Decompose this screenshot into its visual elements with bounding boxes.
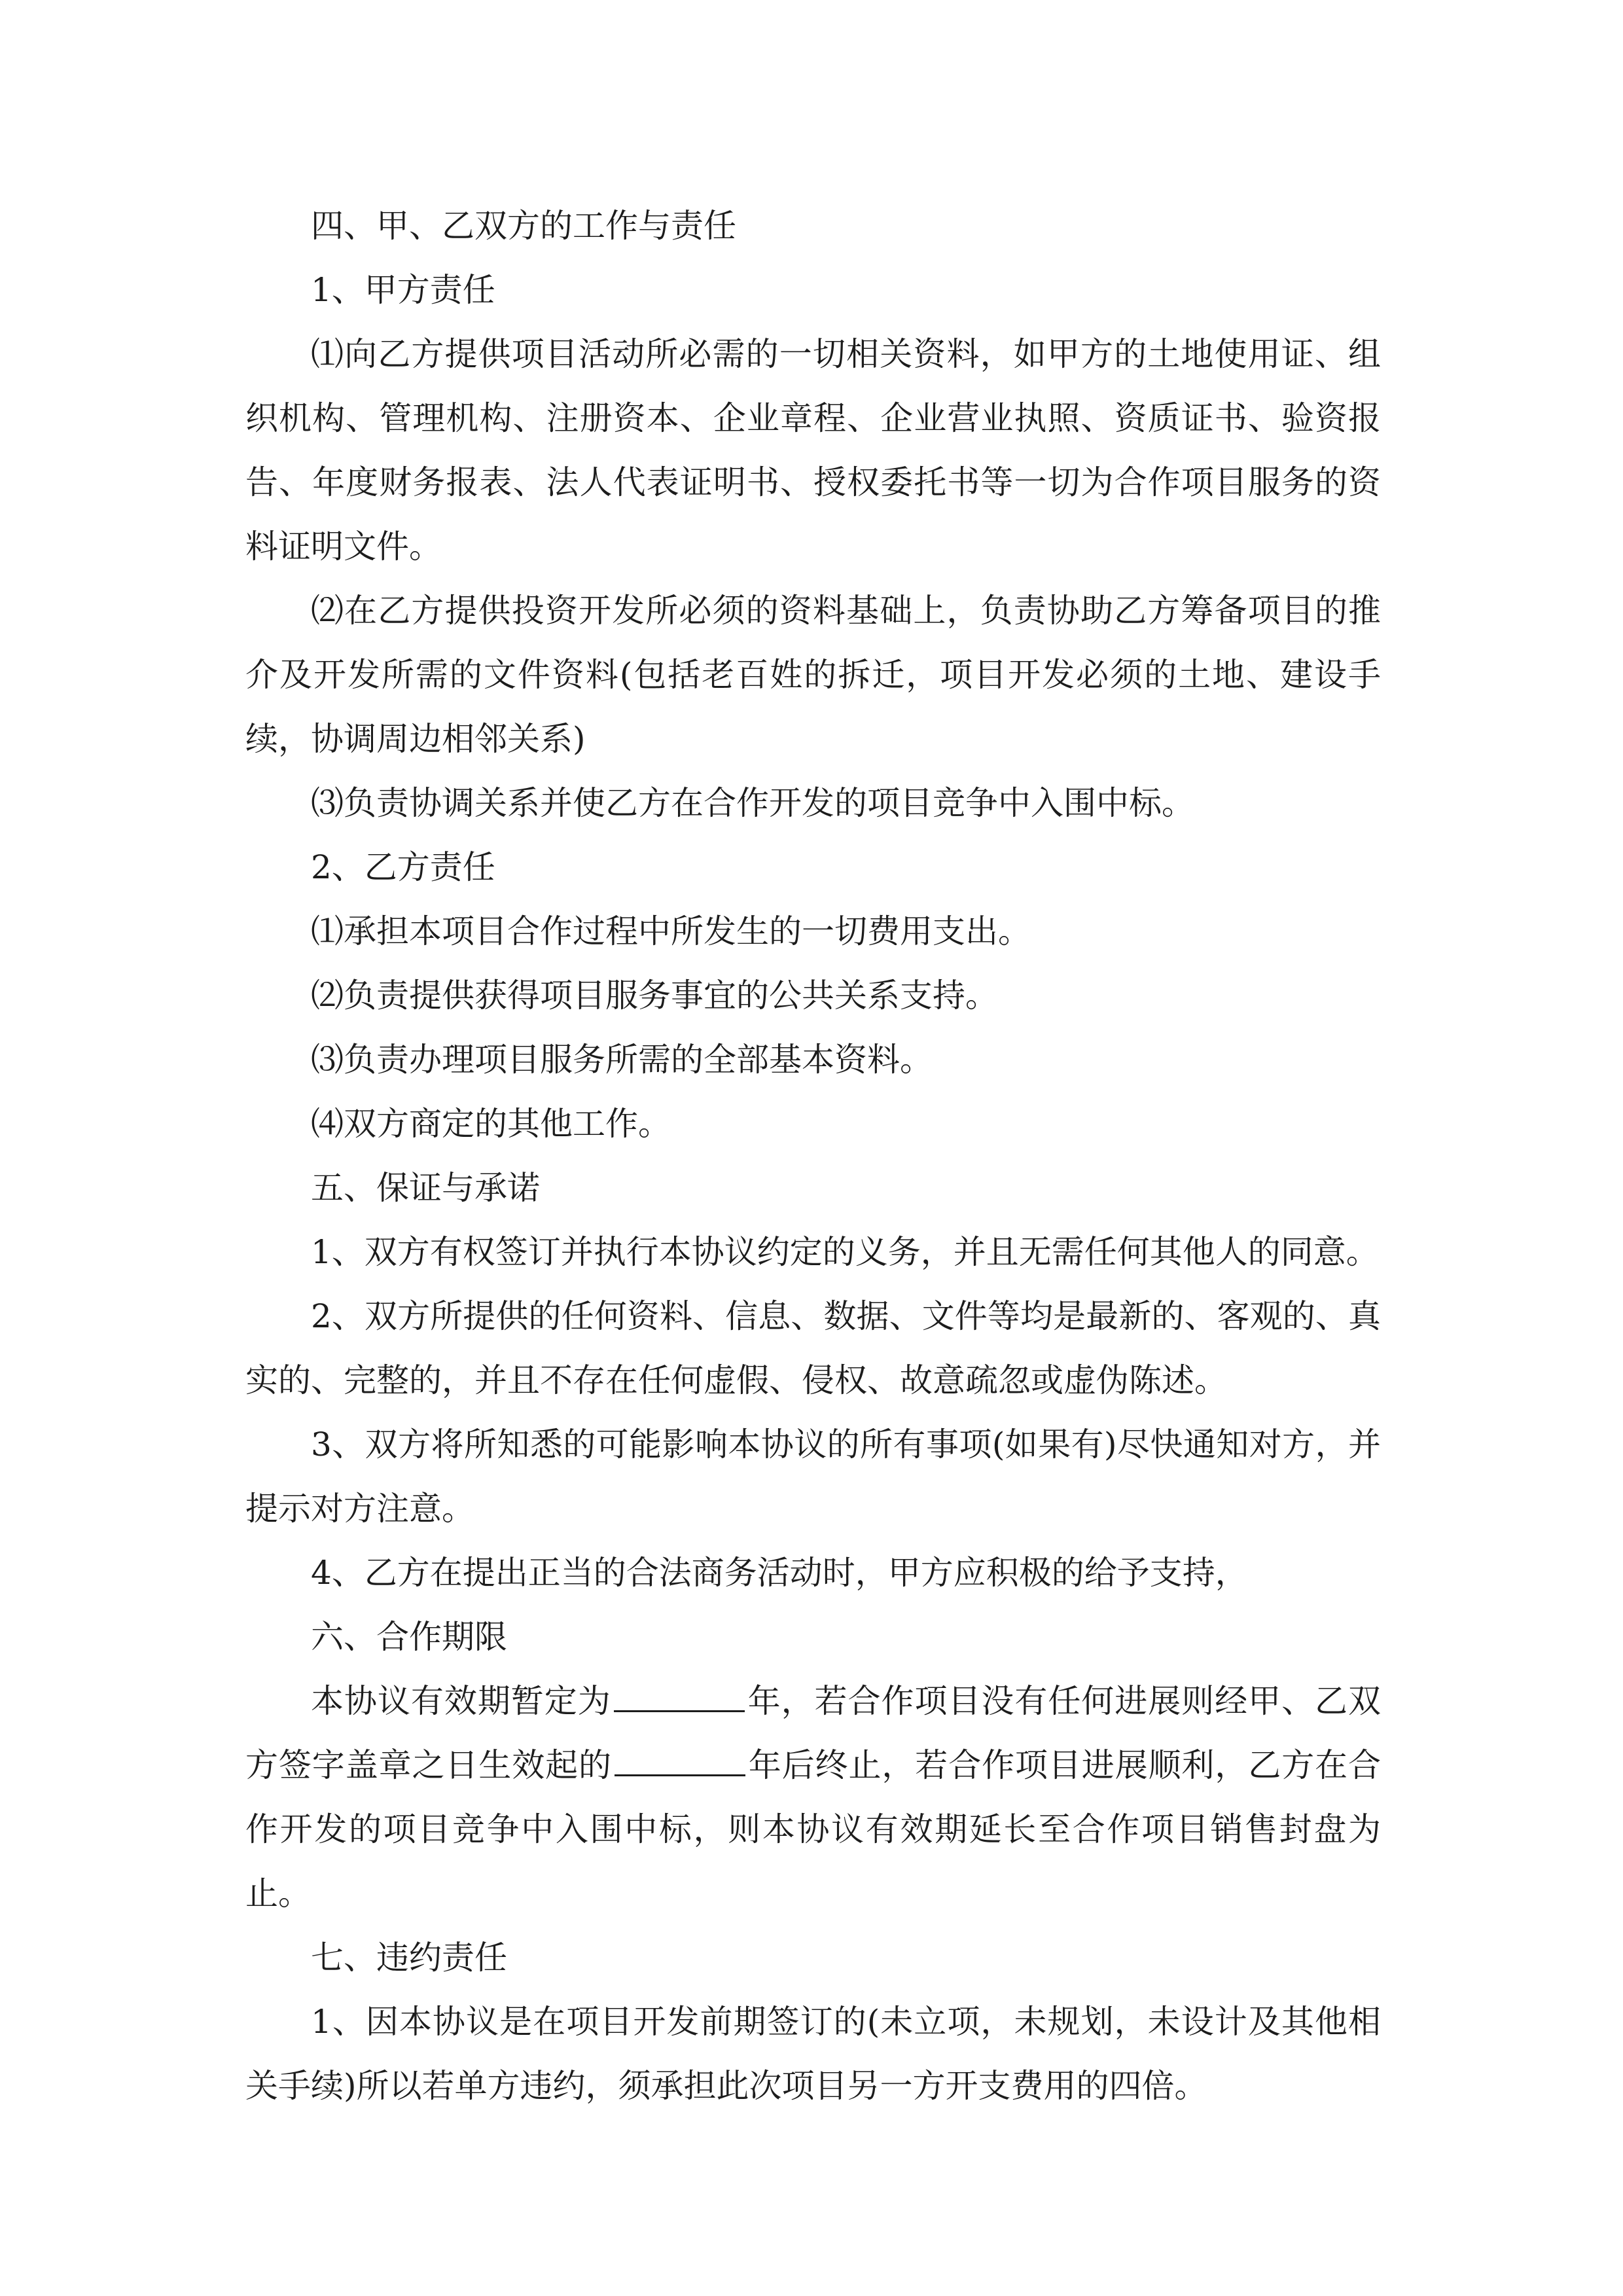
clause-paragraph: ⑶负责协调关系并使乙方在合作开发的项目竞争中入围中标。	[311, 784, 1194, 822]
term-clause-part1: 本协议有效期暂定为	[311, 1682, 611, 1720]
clause-paragraph: 1、双方有权签订并执行本协议约定的义务，并且无需任何其他人的同意。	[311, 1233, 1379, 1271]
clause-paragraph: ⑶负责办理项目服务所需的全部基本资料。	[311, 1041, 933, 1079]
section-heading: 六、合作期限	[311, 1618, 507, 1656]
section-heading: 四、甲、乙双方的工作与责任	[311, 207, 736, 245]
term-clause-part3: 年后终止，若合作项目进展顺利，乙方在合作开发的项目竞争中入围中标，则本协议有效期延长至合作项目销售封盘为止。	[245, 1746, 1382, 1912]
clause-paragraph: ⑵在乙方提供投资开发所必须的资料基础上，负责协助乙方筹备项目的推介及开发所需的文件资料(包括老百姓的拆迁，项目开发必须的土地、建设手续，协调周边相邻关系)	[245, 592, 1381, 758]
termination-years-blank[interactable]	[615, 1740, 745, 1776]
section-heading: 七、违约责任	[311, 1939, 507, 1977]
clause-paragraph: ⑷双方商定的其他工作。	[311, 1105, 671, 1143]
term-clause-paragraph	[245, 1669, 1381, 1926]
clause-paragraph: 3、双方将所知悉的可能影响本协议的所有事项(如果有)尽快通知对方，并提示对方注意。	[245, 1426, 1381, 1528]
clause-paragraph: ⑴承担本项目合作过程中所发生的一切费用支出。	[311, 912, 1031, 950]
clause-paragraph: ⑴向乙方提供项目活动所必需的一切相关资料，如甲方的土地使用证、组织机构、管理机构、注册资本、企业章程、企业营业执照、资质证书、验资报告、年度财务报表、法人代表证明书、授权委托书等一切为合作项目服务的资料证明文件。	[245, 335, 1381, 565]
term-years-blank[interactable]	[614, 1676, 745, 1712]
document-body	[245, 194, 1381, 2118]
term-clause-part2: 年，若合作项目没有任何进展则经甲、乙双方签字盖章之日生效起的	[245, 1682, 1382, 1784]
clause-paragraph: ⑵负责提供获得项目服务事宜的公共关系支持。	[311, 977, 998, 1014]
clause-paragraph: 2、双方所提供的任何资料、信息、数据、文件等均是最新的、客观的、真实的、完整的，并且不存在任何虚假、侵权、故意疏忽或虚伪陈述。	[245, 1297, 1381, 1399]
section-subheading: 1、甲方责任	[311, 271, 495, 309]
section-heading: 五、保证与承诺	[311, 1169, 540, 1207]
section-subheading: 2、乙方责任	[311, 848, 495, 886]
clause-paragraph: 4、乙方在提出正当的合法商务活动时，甲方应积极的给予支持，	[311, 1554, 1248, 1592]
clause-paragraph: 1、因本协议是在项目开发前期签订的(未立项，未规划，未设计及其他相关手续)所以若单方违约，须承担此次项目另一方开支费用的四倍。	[245, 2003, 1381, 2105]
